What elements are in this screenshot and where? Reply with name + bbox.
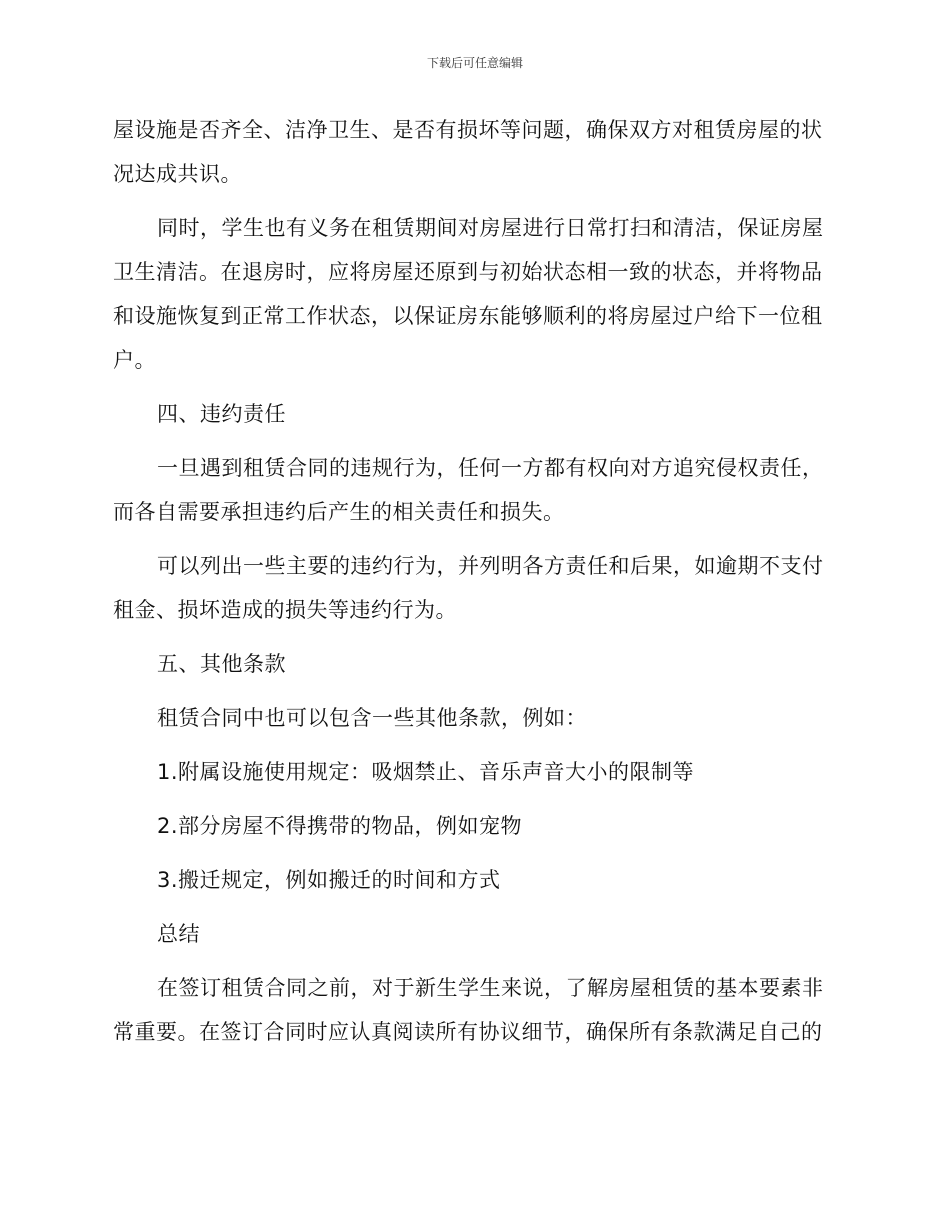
list-item: 2.部分房屋不得携带的物品，例如宠物 (157, 814, 523, 838)
list-item: 3.搬迁规定，例如搬迁的时间和方式 (157, 868, 501, 892)
paragraph: 同时，学生也有义务在租赁期间对房屋进行日常打扫和清洁，保证房屋卫生清洁。在退房时，应将房屋还原到与初始状态相一致的状态，并将物品和设施恢复到正常工作状态，以保证房东能够顺利的将房屋过户给下一位租户。 (113, 216, 824, 372)
paragraph: 屋设施是否齐全、洁净卫生、是否有损坏等问题，确保双方对租赁房屋的状况达成共识。 (113, 118, 823, 186)
section-heading: 总结 (157, 922, 200, 946)
paragraph: 一旦遇到租赁合同的违规行为，任何一方都有权向对方追究侵权责任，而各自需要承担违约后产生的相关责任和损失。 (113, 456, 824, 524)
section-heading: 五、其他条款 (157, 652, 286, 676)
document-body (113, 108, 833, 1064)
page-header: 下载后可任意编辑 (426, 56, 523, 70)
paragraph: 租赁合同中也可以包含一些其他条款，例如： (157, 706, 587, 730)
list-item: 1.附属设施使用规定：吸烟禁止、音乐声音大小的限制等 (157, 760, 695, 784)
paragraph: 在签订租赁合同之前，对于新生学生来说，了解房屋租赁的基本要素非常重要。在签订合同时应认真阅读所有协议细节，确保所有条款满足自己的 (113, 976, 824, 1044)
section-heading: 四、违约责任 (157, 402, 286, 426)
paragraph: 可以列出一些主要的违约行为，并列明各方责任和后果，如逾期不支付租金、损坏造成的损失等违约行为。 (113, 554, 824, 622)
